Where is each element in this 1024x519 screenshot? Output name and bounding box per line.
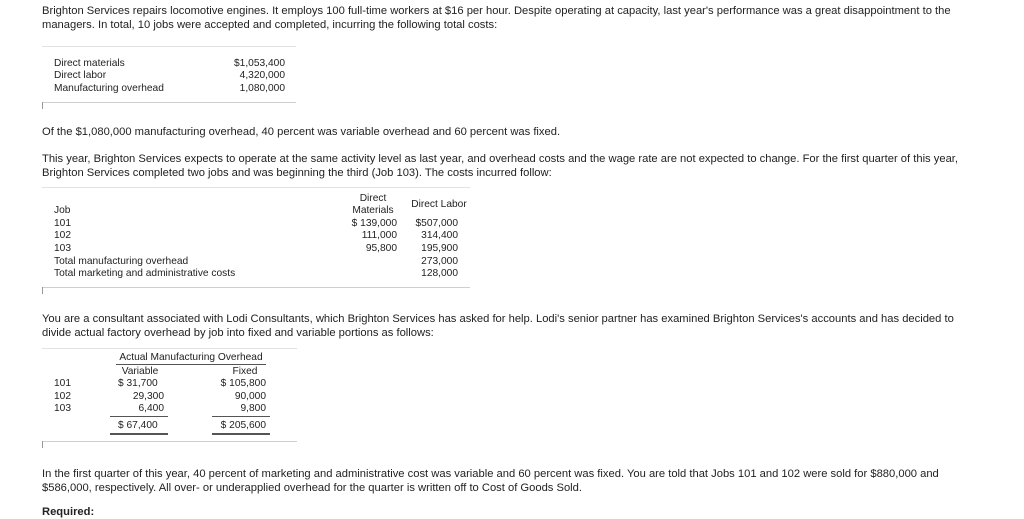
overhead-total-variable: $ 67,400 (118, 420, 158, 431)
job-102-label: 102 (54, 230, 71, 241)
cost-label-direct-materials: Direct materials (54, 58, 125, 69)
cost-value-manufacturing-overhead: 1,080,000 (239, 83, 285, 94)
variable-subtotal-rule (110, 416, 168, 417)
total-manufacturing-overhead-value: 273,000 (421, 256, 458, 267)
fixed-total-double-rule (212, 433, 270, 435)
job-103-label: 103 (54, 243, 71, 254)
column-header-direct-materials-2: Materials (352, 205, 394, 216)
table-top-rule (42, 187, 470, 188)
table-corner-tick (42, 287, 43, 294)
variable-total-double-rule (110, 433, 168, 435)
overhead-job-101-label: 101 (54, 378, 71, 389)
column-header-variable: Variable (121, 366, 159, 377)
job-101-direct-materials: $ 139,000 (351, 218, 397, 229)
consultant-line-2: divide actual factory overhead by job into fixed and variable portions as follows: (42, 327, 434, 339)
overhead-job-103-label: 103 (54, 403, 71, 414)
table-bottom-rule (42, 441, 297, 442)
quarter-line-1: In the first quarter of this year, 40 percent of marketing and administrative cost was variable and 60 percent was fixed. You are told that Jobs 101 and 102 were sold for $880,000 and (42, 468, 939, 480)
this-year-line-2: Brighton Services completed two jobs and was beginning the third (Job 103). The costs incurred follow: (42, 167, 552, 179)
total-marketing-admin-label: Total marketing and administrative costs (54, 268, 236, 279)
fixed-subtotal-rule (212, 416, 270, 417)
overhead-total-fixed: $ 205,600 (220, 420, 266, 431)
overhead-note: Of the $1,080,000 manufacturing overhead, 40 percent was variable overhead and 60 percent was fixed. (42, 126, 561, 138)
quarter-line-2: $586,000, respectively. All over- or underapplied overhead for the quarter is written off to Cost of Goods Sold. (42, 482, 582, 494)
column-header-direct-materials-1: Direct (359, 193, 387, 204)
intro-line-2: managers. In total, 10 jobs were accepted and completed, incurring the following total costs: (42, 19, 498, 31)
table-corner-tick (42, 441, 43, 448)
job-102-direct-materials: 111,000 (361, 230, 397, 241)
overhead-job-101-variable: $ 31,700 (118, 378, 158, 389)
table-top-rule (42, 348, 297, 349)
cost-label-manufacturing-overhead: Manufacturing overhead (54, 83, 164, 94)
overhead-table-title: Actual Manufacturing Overhead (119, 352, 263, 363)
table-bottom-rule (42, 102, 296, 103)
cost-value-direct-labor: 4,320,000 (239, 70, 285, 81)
job-101-label: 101 (54, 218, 71, 229)
total-marketing-admin-value: 128,000 (421, 268, 458, 279)
overhead-job-102-label: 102 (54, 391, 71, 402)
overhead-job-102-fixed: 90,000 (234, 391, 266, 402)
overhead-title-underline (116, 364, 266, 365)
overhead-job-103-variable: 6,400 (138, 403, 164, 414)
this-year-line-1: This year, Brighton Services expects to operate at the same activity level as last year, and overhead costs and the wage rate are not expected to change. For the first quarter of this year, (42, 153, 959, 165)
table-corner-tick (42, 102, 43, 109)
job-101-direct-labor: $507,000 (415, 218, 458, 229)
overhead-job-102-variable: 29,300 (132, 391, 164, 402)
column-header-job: Job (54, 205, 71, 216)
table-bottom-rule (42, 287, 470, 288)
column-header-fixed: Fixed (232, 366, 258, 377)
cost-value-direct-materials: $1,053,400 (234, 58, 285, 69)
job-103-direct-labor: 195,900 (421, 243, 458, 254)
column-header-direct-labor: Direct Labor (411, 199, 467, 210)
job-103-direct-materials: 95,800 (365, 243, 397, 254)
required-heading: Required: (42, 506, 95, 518)
total-manufacturing-overhead-label: Total manufacturing overhead (54, 256, 189, 267)
job-102-direct-labor: 314,400 (421, 230, 458, 241)
cost-label-direct-labor: Direct labor (54, 70, 107, 81)
table-top-rule (42, 46, 296, 47)
overhead-job-101-fixed: $ 105,800 (220, 378, 266, 389)
consultant-line-1: You are a consultant associated with Lodi Consultants, which Brighton Services has asked for help. Lodi's senior partner has examined Brighton Services's accounts and has decided to (42, 313, 954, 325)
overhead-job-103-fixed: 9,800 (240, 403, 266, 414)
intro-line-1: Brighton Services repairs locomotive engines. It employs 100 full-time workers at $16 per hour. Despite operating at capacity, last year's performance was a great disappointment to the (42, 5, 951, 17)
